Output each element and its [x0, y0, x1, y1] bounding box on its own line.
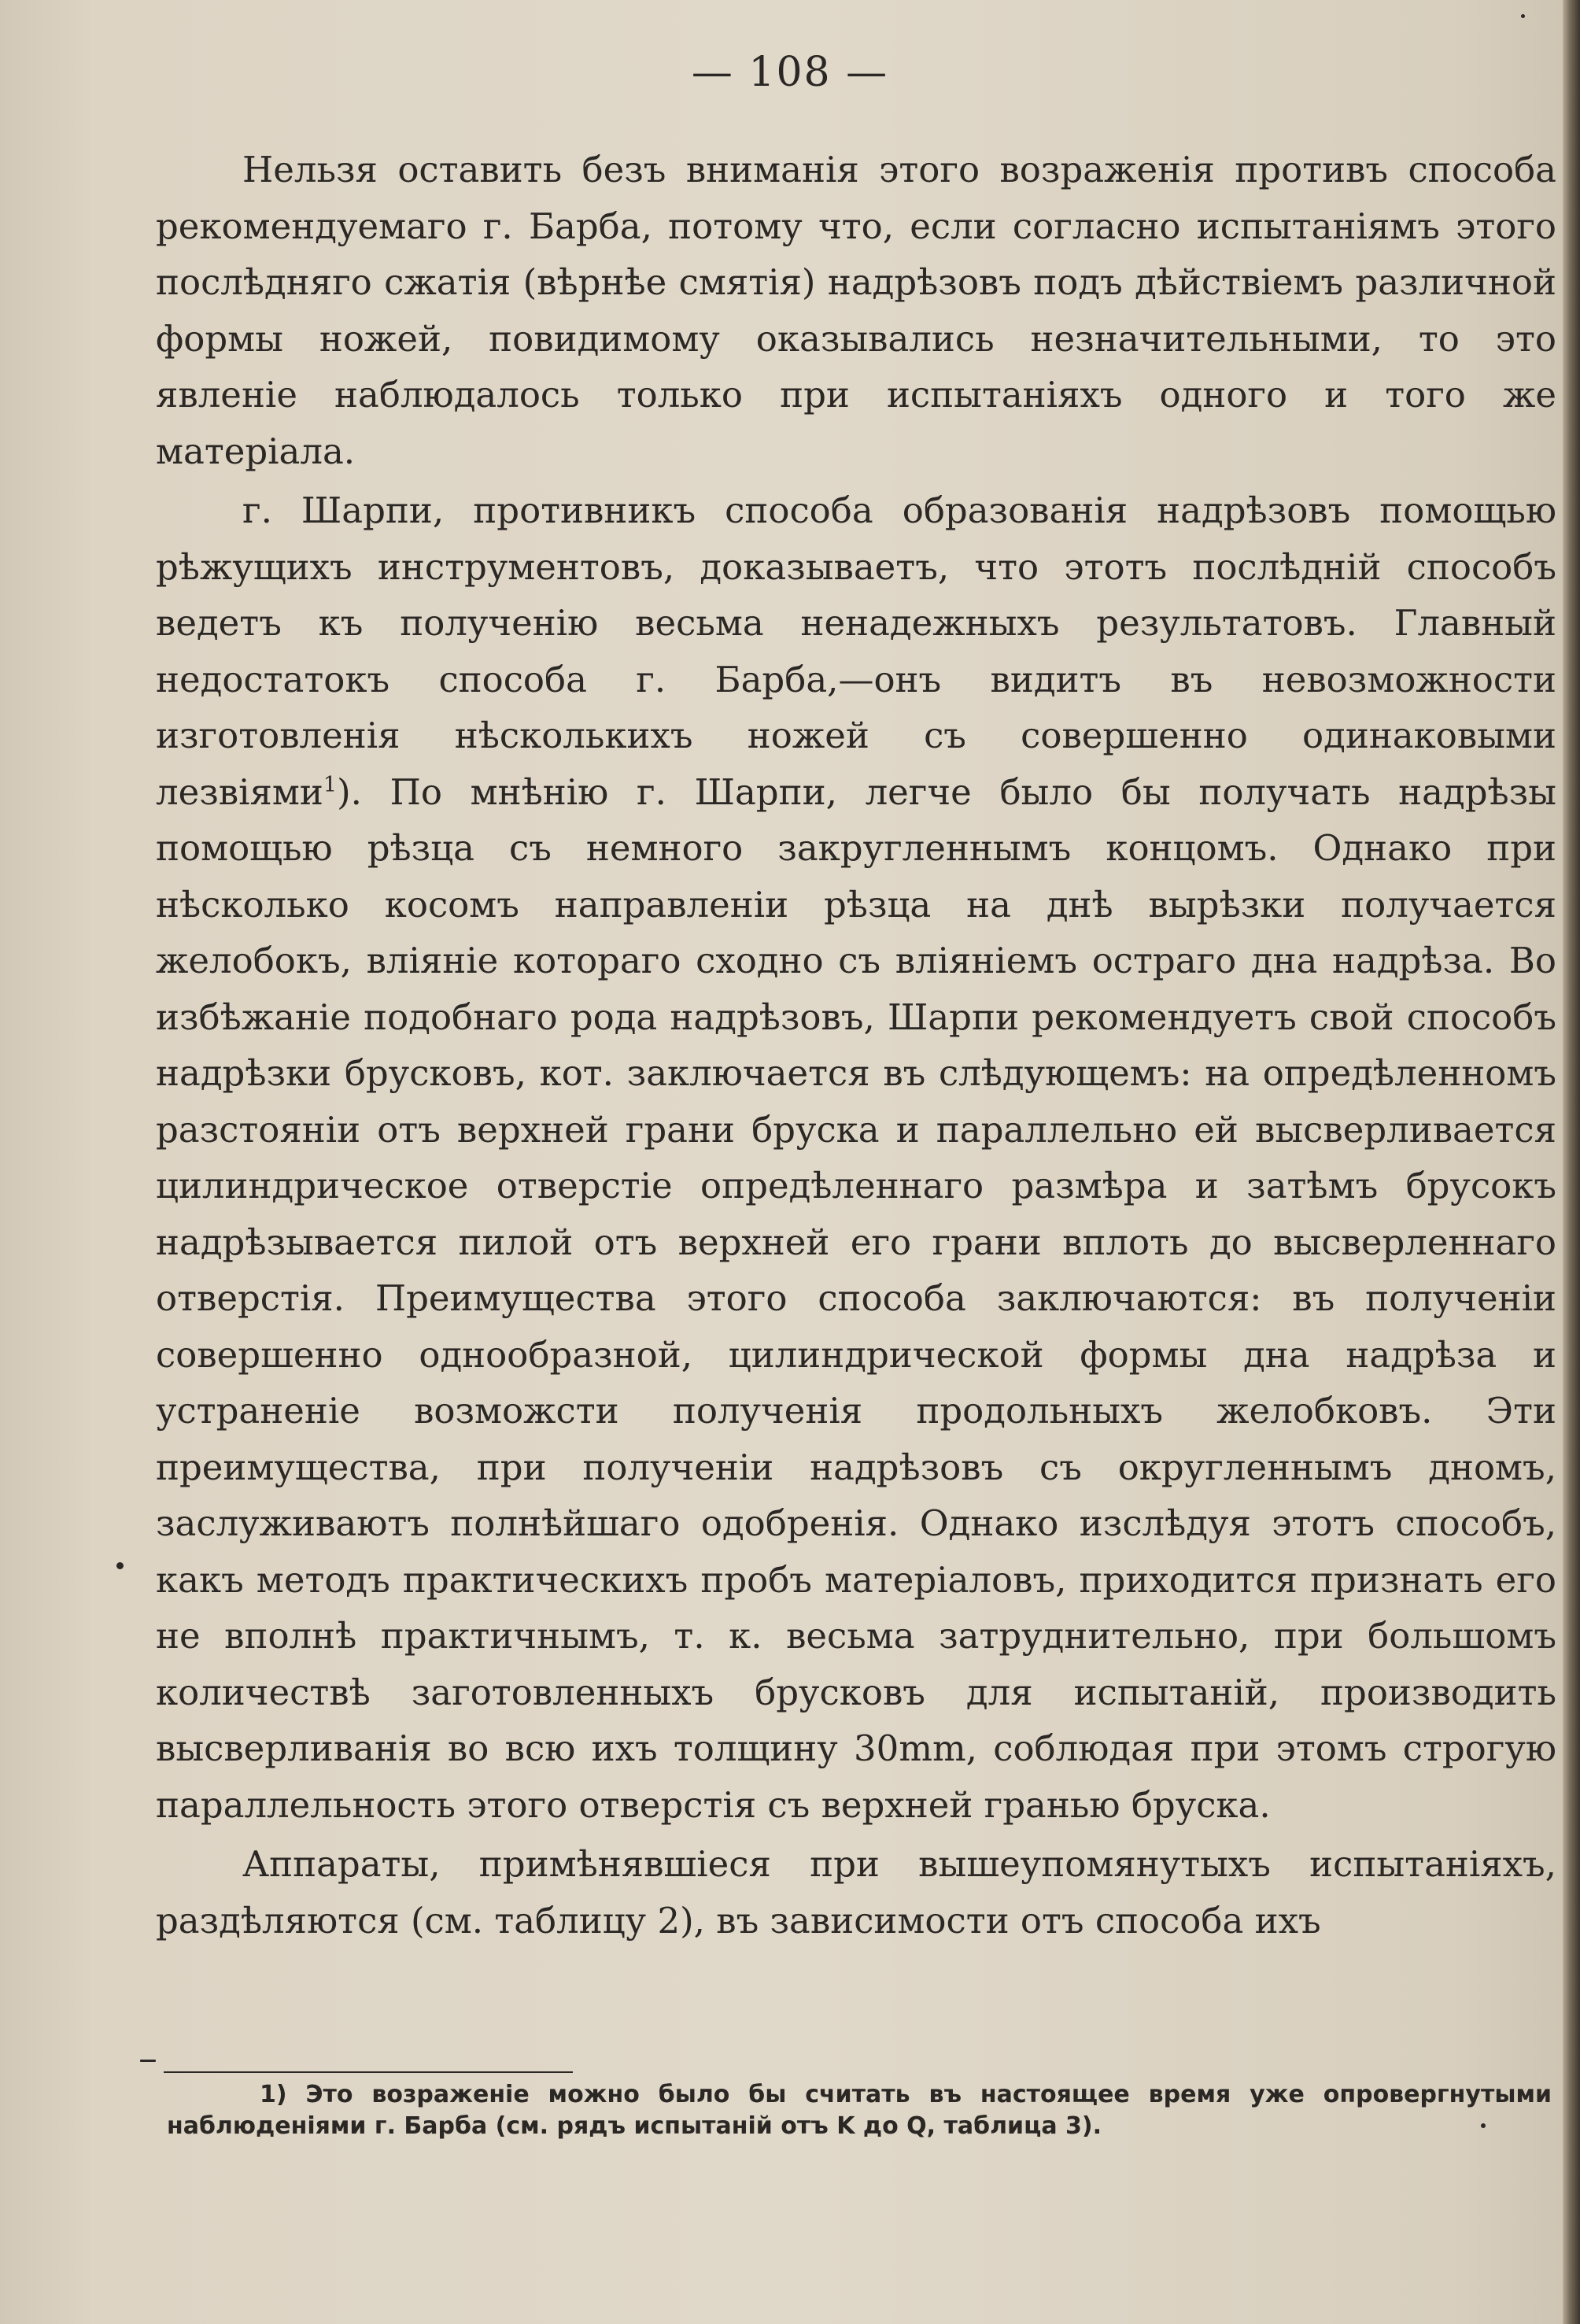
footnote	[167, 2079, 1552, 2142]
footnote-reference: 1	[323, 772, 338, 797]
footnote-divider	[164, 2071, 573, 2073]
ink-speck	[140, 2060, 156, 2062]
ink-speck	[116, 1562, 124, 1569]
paragraph-2-part-2: ). По мнѣнію г. Шарпи, легче было бы получать надрѣзы помощью рѣзца съ немного закругленнымъ концомъ. Однако при нѣсколько косомъ направленіи рѣзца на днѣ вырѣзки получается желобокъ, вліяніе котораго сходно съ вліяніемъ остраго дна надрѣза. Во избѣжаніе подобнаго рода надрѣзовъ, Шарпи рекомендуетъ свой способъ надрѣзки брусковъ, кот. заключается въ слѣдующемъ: на опредѣленномъ разстояніи отъ верхней грани бруска и параллельно ей высверливается цилиндрическое отверстіе опредѣленнаго размѣра и затѣмъ брусокъ надрѣзывается пилой отъ верхней его грани вплоть до высверленнаго отверстія. Преимущества этого способа заключаются: въ полученіи совершенно однообразной, цилиндрической формы дна надрѣза и устраненіе возможсти полученія продольныхъ желобковъ. Эти преимущества, при полученіи надрѣзовъ съ округленнымъ дномъ, заслуживаютъ полнѣйшаго одобренія. Однако изслѣдуя этотъ способъ, какъ методъ практическихъ пробъ матеріаловъ, приходится признать его не вполнѣ практичнымъ, т. к. весьма затруднительно, при большомъ количествѣ заготовленныхъ брусковъ для испытаній, производить высверливанія во всю ихъ толщину 30mm, соблюдая при этомъ строгую параллельность этого отверстія съ верхней гранью бруска.	[156, 770, 1556, 1826]
ink-speck	[1521, 14, 1525, 18]
page-edge-shadow	[1563, 0, 1580, 2324]
page-number: — 108 —	[691, 49, 889, 96]
body-text	[156, 142, 1556, 1949]
paragraph-2	[156, 482, 1556, 1833]
paragraph-3: Аппараты, примѣнявшіеся при вышеупомянутыхъ испытаніяхъ, раздѣляются (см. таблицу 2), въ зависимости отъ способа ихъ	[156, 1843, 1556, 1942]
paragraph-2-part-1: г. Шарпи, противникъ способа образованія надрѣзовъ помощью рѣжущихъ инструментовъ, доказываетъ, что этотъ послѣдній способъ ведетъ къ полученію весьма ненадежныхъ результатовъ. Главный недостатокъ способа г. Барба,—онъ видитъ въ невозможности изготовленія нѣсколькихъ ножей съ совершенно одинаковыми лезвіями	[156, 490, 1556, 813]
ink-speck	[1481, 2123, 1486, 2128]
paragraph-1: Нельзя оставить безъ вниманія этого возраженія противъ способа рекомендуемаго г. Барба, потому что, если согласно испытаніямъ этого послѣдняго сжатія (вѣрнѣе смятія) надрѣзовъ подъ дѣйствіемъ различной формы ножей, повидимому оказывались незначительными, то это явленіе наблюдалось только при испытаніяхъ одного и того же матеріала.	[156, 149, 1556, 472]
footnote-mark: 1)	[260, 2081, 287, 2108]
footnote-text: Это возраженіе можно было бы считать въ настоящее время уже опровергнутыми наблюденіями г. Барба (см. рядъ испытаній отъ K до Q, таблица 3).	[167, 2081, 1552, 2140]
